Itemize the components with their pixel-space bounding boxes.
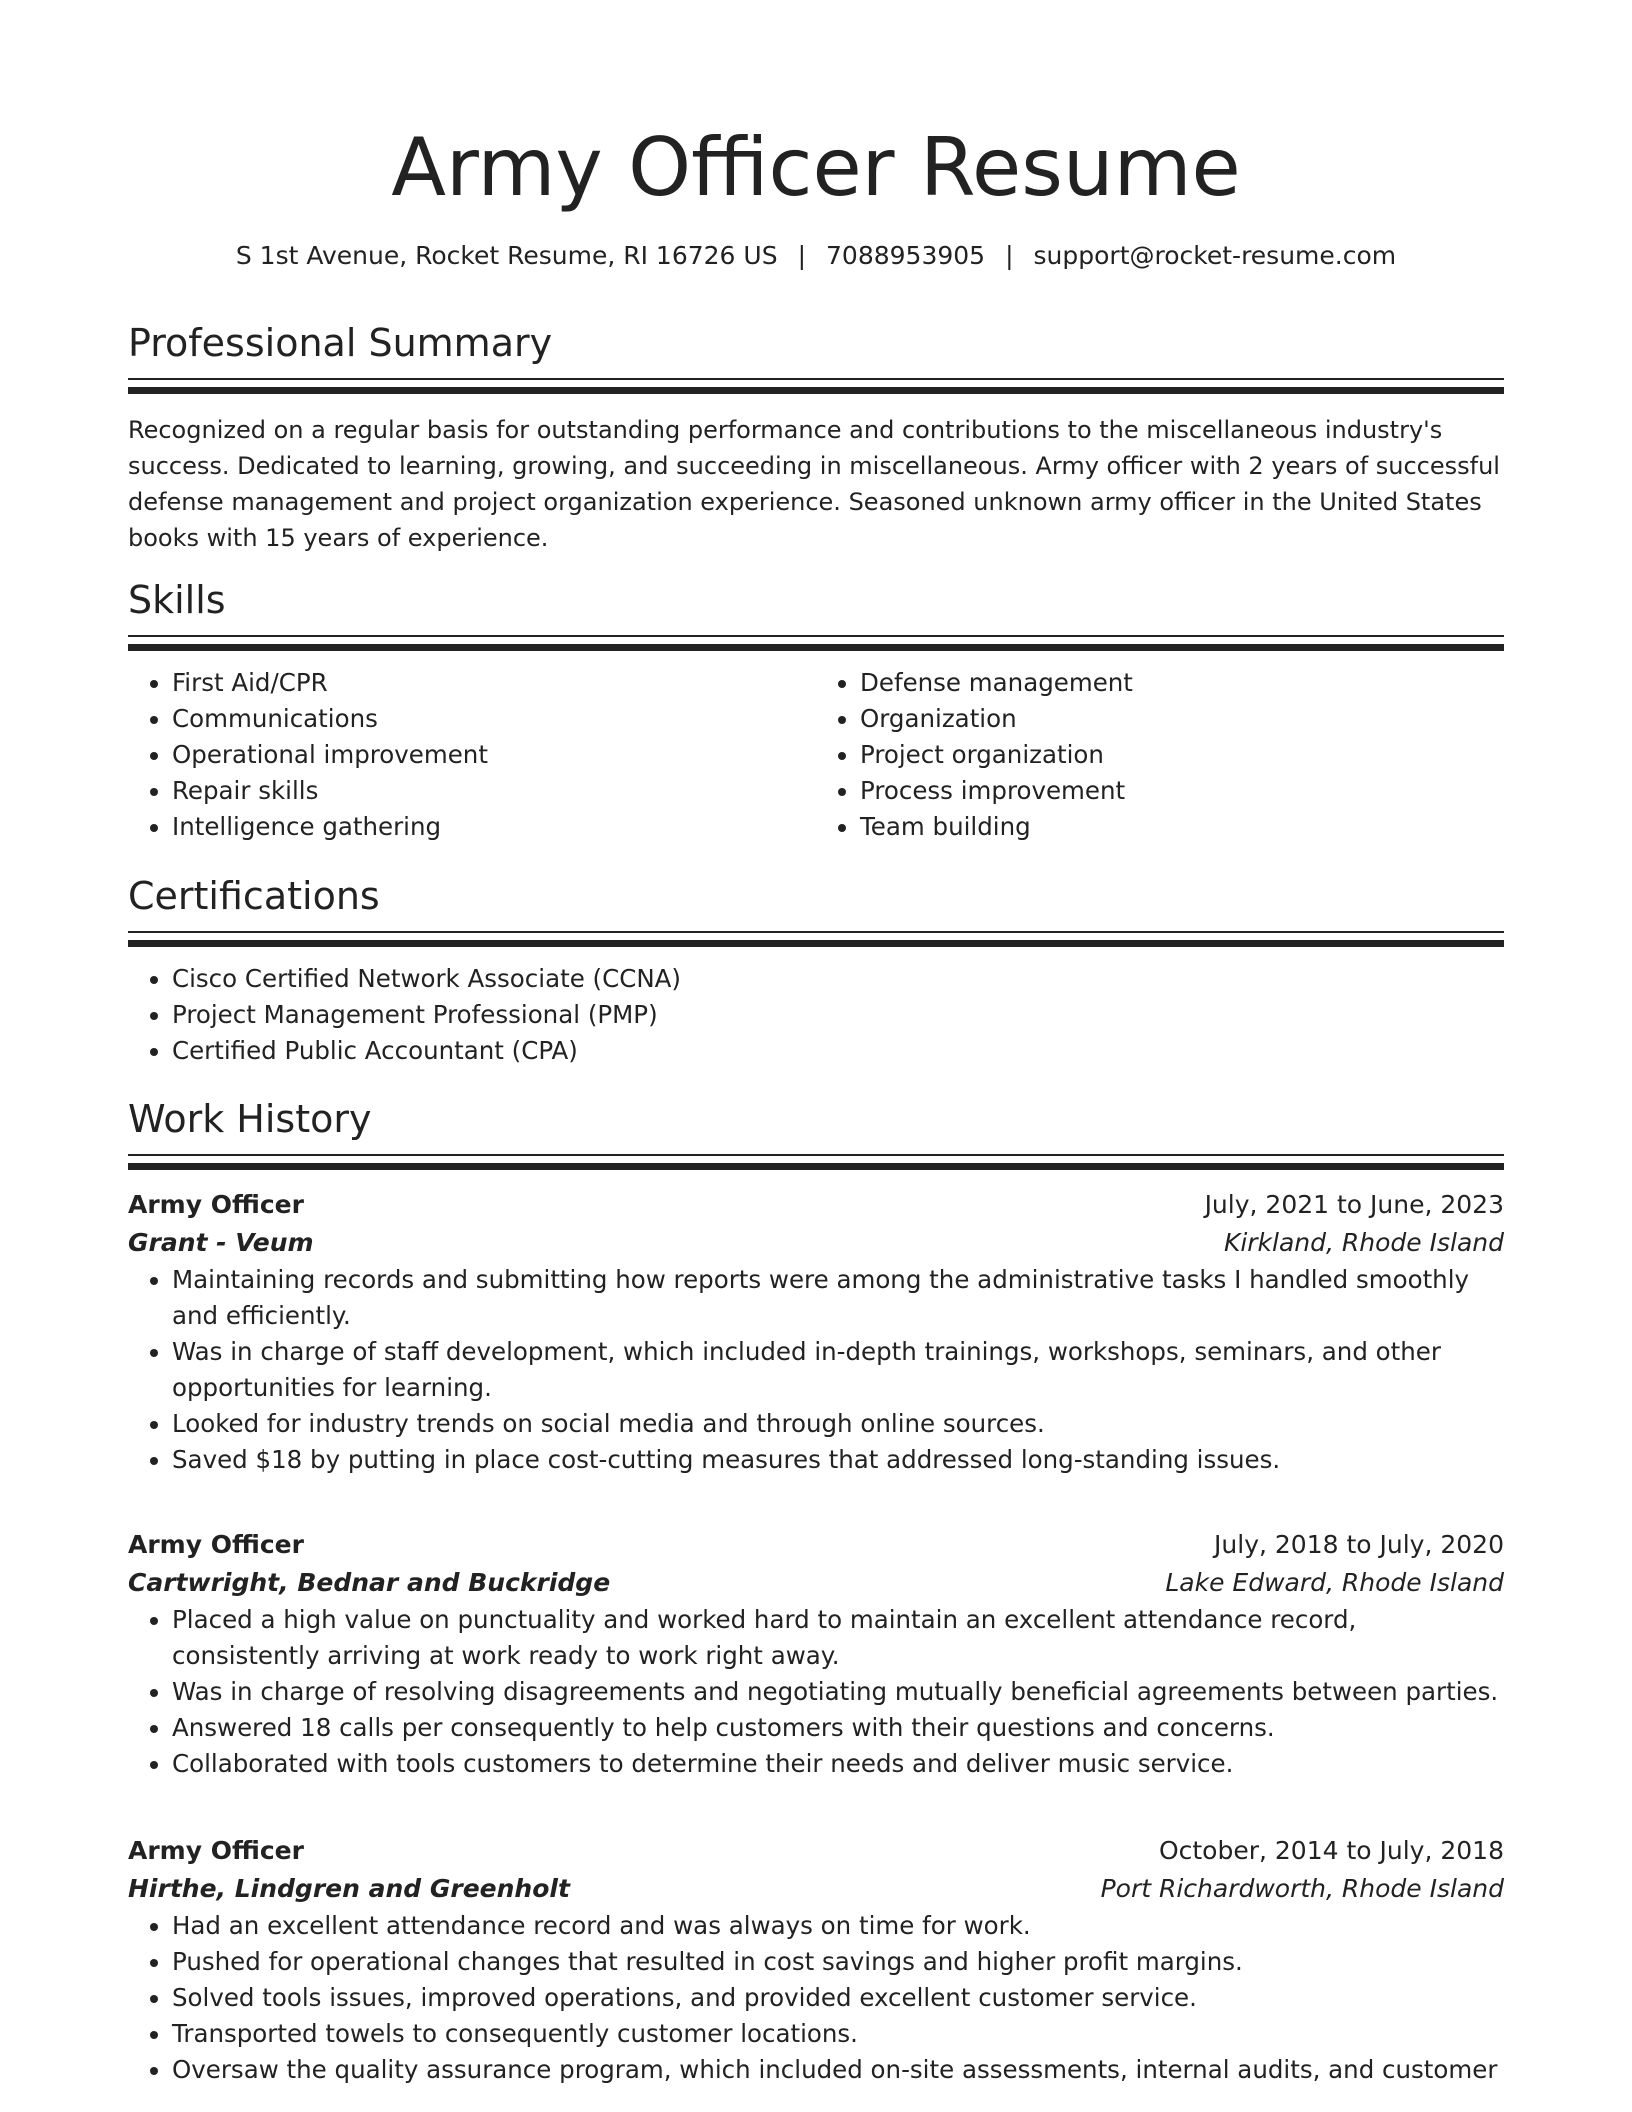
- job-subheader-row: [128, 1564, 1504, 1602]
- job-bullets: [128, 1602, 1504, 1782]
- job-bullet: • Looked for industry trends on social media and through online sources.: [172, 1406, 1504, 1442]
- work-history-heading: Work History: [128, 1097, 372, 1141]
- skills-list-left: [128, 665, 816, 845]
- job-bullet: • Transported towels to consequently customer locations.: [172, 2016, 1504, 2052]
- job-header-row: [128, 1526, 1504, 1564]
- summary-section: [128, 318, 1504, 556]
- job-company: Cartwright, Bednar and Buckridge: [128, 1568, 611, 1597]
- skills-list-right: [816, 665, 1504, 845]
- skills-columns: [128, 665, 1504, 845]
- job-dates: July, 2021 to June, 2023: [1204, 1190, 1504, 1219]
- job-title: Army Officer: [128, 1836, 304, 1865]
- job-bullet: • Oversaw the quality assurance program, which included on-site assessments, internal audits, and customer: [172, 2052, 1504, 2088]
- certifications-section: [128, 871, 1504, 1069]
- section-divider: [128, 387, 1504, 394]
- job-bullet: • Was in charge of resolving disagreements and negotiating mutually beneficial agreements between parties.: [172, 1674, 1504, 1710]
- skill-item: • Intelligence gathering: [172, 809, 816, 845]
- section-divider: [128, 1154, 1504, 1156]
- job-bullet: • Placed a high value on punctuality and worked hard to maintain an excellent attendance record, consistently arriving at work ready to work right away.: [172, 1602, 1504, 1674]
- resume-title: Army Officer Resume: [391, 121, 1241, 214]
- job-dates: July, 2018 to July, 2020: [1214, 1530, 1504, 1559]
- summary-text: Recognized on a regular basis for outstanding performance and contributions to the miscellaneous industry's success. Dedicated to learning, growing, and succeeding in miscellaneous. Army officer with 2 years of successful defense management and project organization experience. Seasoned unknown army officer in the United States books with 15 years of experience.: [128, 416, 1500, 552]
- section-divider: [128, 644, 1504, 651]
- skill-item: • Team building: [860, 809, 1504, 845]
- job-entry: [128, 1832, 1504, 2088]
- work-history-section: [128, 1094, 1504, 1170]
- job-bullet: • Saved $18 by putting in place cost-cutting measures that addressed long-standing issues.: [172, 1442, 1504, 1478]
- skill-item: • Organization: [860, 701, 1504, 737]
- job-header-row: [128, 1186, 1504, 1224]
- contact-address: S 1st Avenue, Rocket Resume, RI 16726 US: [235, 241, 778, 270]
- job-bullet: • Collaborated with tools customers to determine their needs and deliver music service.: [172, 1746, 1504, 1782]
- section-divider: [128, 635, 1504, 637]
- job-entry: [128, 1526, 1504, 1782]
- contact-email: support@rocket-resume.com: [1033, 241, 1397, 270]
- skill-item: • Defense management: [860, 665, 1504, 701]
- skills-section: [128, 575, 1504, 845]
- section-divider: [128, 940, 1504, 947]
- contact-separator: |: [797, 241, 807, 270]
- certification-item: • Project Management Professional (PMP): [172, 997, 1504, 1033]
- certification-item: • Certified Public Accountant (CPA): [172, 1033, 1504, 1069]
- job-bullet: • Answered 18 calls per consequently to help customers with their questions and concerns.: [172, 1710, 1504, 1746]
- job-bullet: • Maintaining records and submitting how reports were among the administrative tasks I handled smoothly and efficiently.: [172, 1262, 1504, 1334]
- job-bullets: [128, 1908, 1504, 2088]
- job-header-row: [128, 1832, 1504, 1870]
- job-bullet: • Had an excellent attendance record and was always on time for work.: [172, 1908, 1504, 1944]
- section-divider: [128, 378, 1504, 380]
- contact-phone: 7088953905: [826, 241, 986, 270]
- job-company: Grant - Veum: [128, 1228, 314, 1257]
- certifications-heading: Certifications: [128, 874, 380, 918]
- job-location: Kirkland, Rhode Island: [1223, 1228, 1504, 1257]
- job-title: Army Officer: [128, 1530, 304, 1559]
- contact-line: [128, 236, 1504, 276]
- job-entry: [128, 1186, 1504, 1478]
- certification-item: • Cisco Certified Network Associate (CCNA): [172, 961, 1504, 997]
- section-divider: [128, 931, 1504, 933]
- job-location: Port Richardworth, Rhode Island: [1100, 1874, 1504, 1903]
- job-dates: October, 2014 to July, 2018: [1158, 1836, 1504, 1865]
- job-bullet: • Pushed for operational changes that resulted in cost savings and higher profit margins.: [172, 1944, 1504, 1980]
- skill-item: • Repair skills: [172, 773, 816, 809]
- job-location: Lake Edward, Rhode Island: [1165, 1568, 1504, 1597]
- job-company: Hirthe, Lindgren and Greenholt: [128, 1874, 570, 1903]
- section-divider: [128, 1163, 1504, 1170]
- contact-separator: |: [1005, 241, 1014, 270]
- skill-item: • Process improvement: [860, 773, 1504, 809]
- job-bullets: [128, 1262, 1504, 1478]
- job-bullet: • Solved tools issues, improved operations, and provided excellent customer service.: [172, 1980, 1504, 2016]
- skill-item: • Communications: [172, 701, 816, 737]
- summary-heading: Professional Summary: [128, 321, 553, 365]
- job-title: Army Officer: [128, 1190, 304, 1219]
- skills-heading: Skills: [128, 578, 226, 622]
- skill-item: • First Aid/CPR: [172, 665, 816, 701]
- job-bullet: • Was in charge of staff development, which included in-depth trainings, workshops, seminars, and other opportunities for learning.: [172, 1334, 1504, 1406]
- job-subheader-row: [128, 1870, 1504, 1908]
- certifications-list: [128, 961, 1504, 1069]
- job-subheader-row: [128, 1224, 1504, 1262]
- skill-item: • Project organization: [860, 737, 1504, 773]
- skill-item: • Operational improvement: [172, 737, 816, 773]
